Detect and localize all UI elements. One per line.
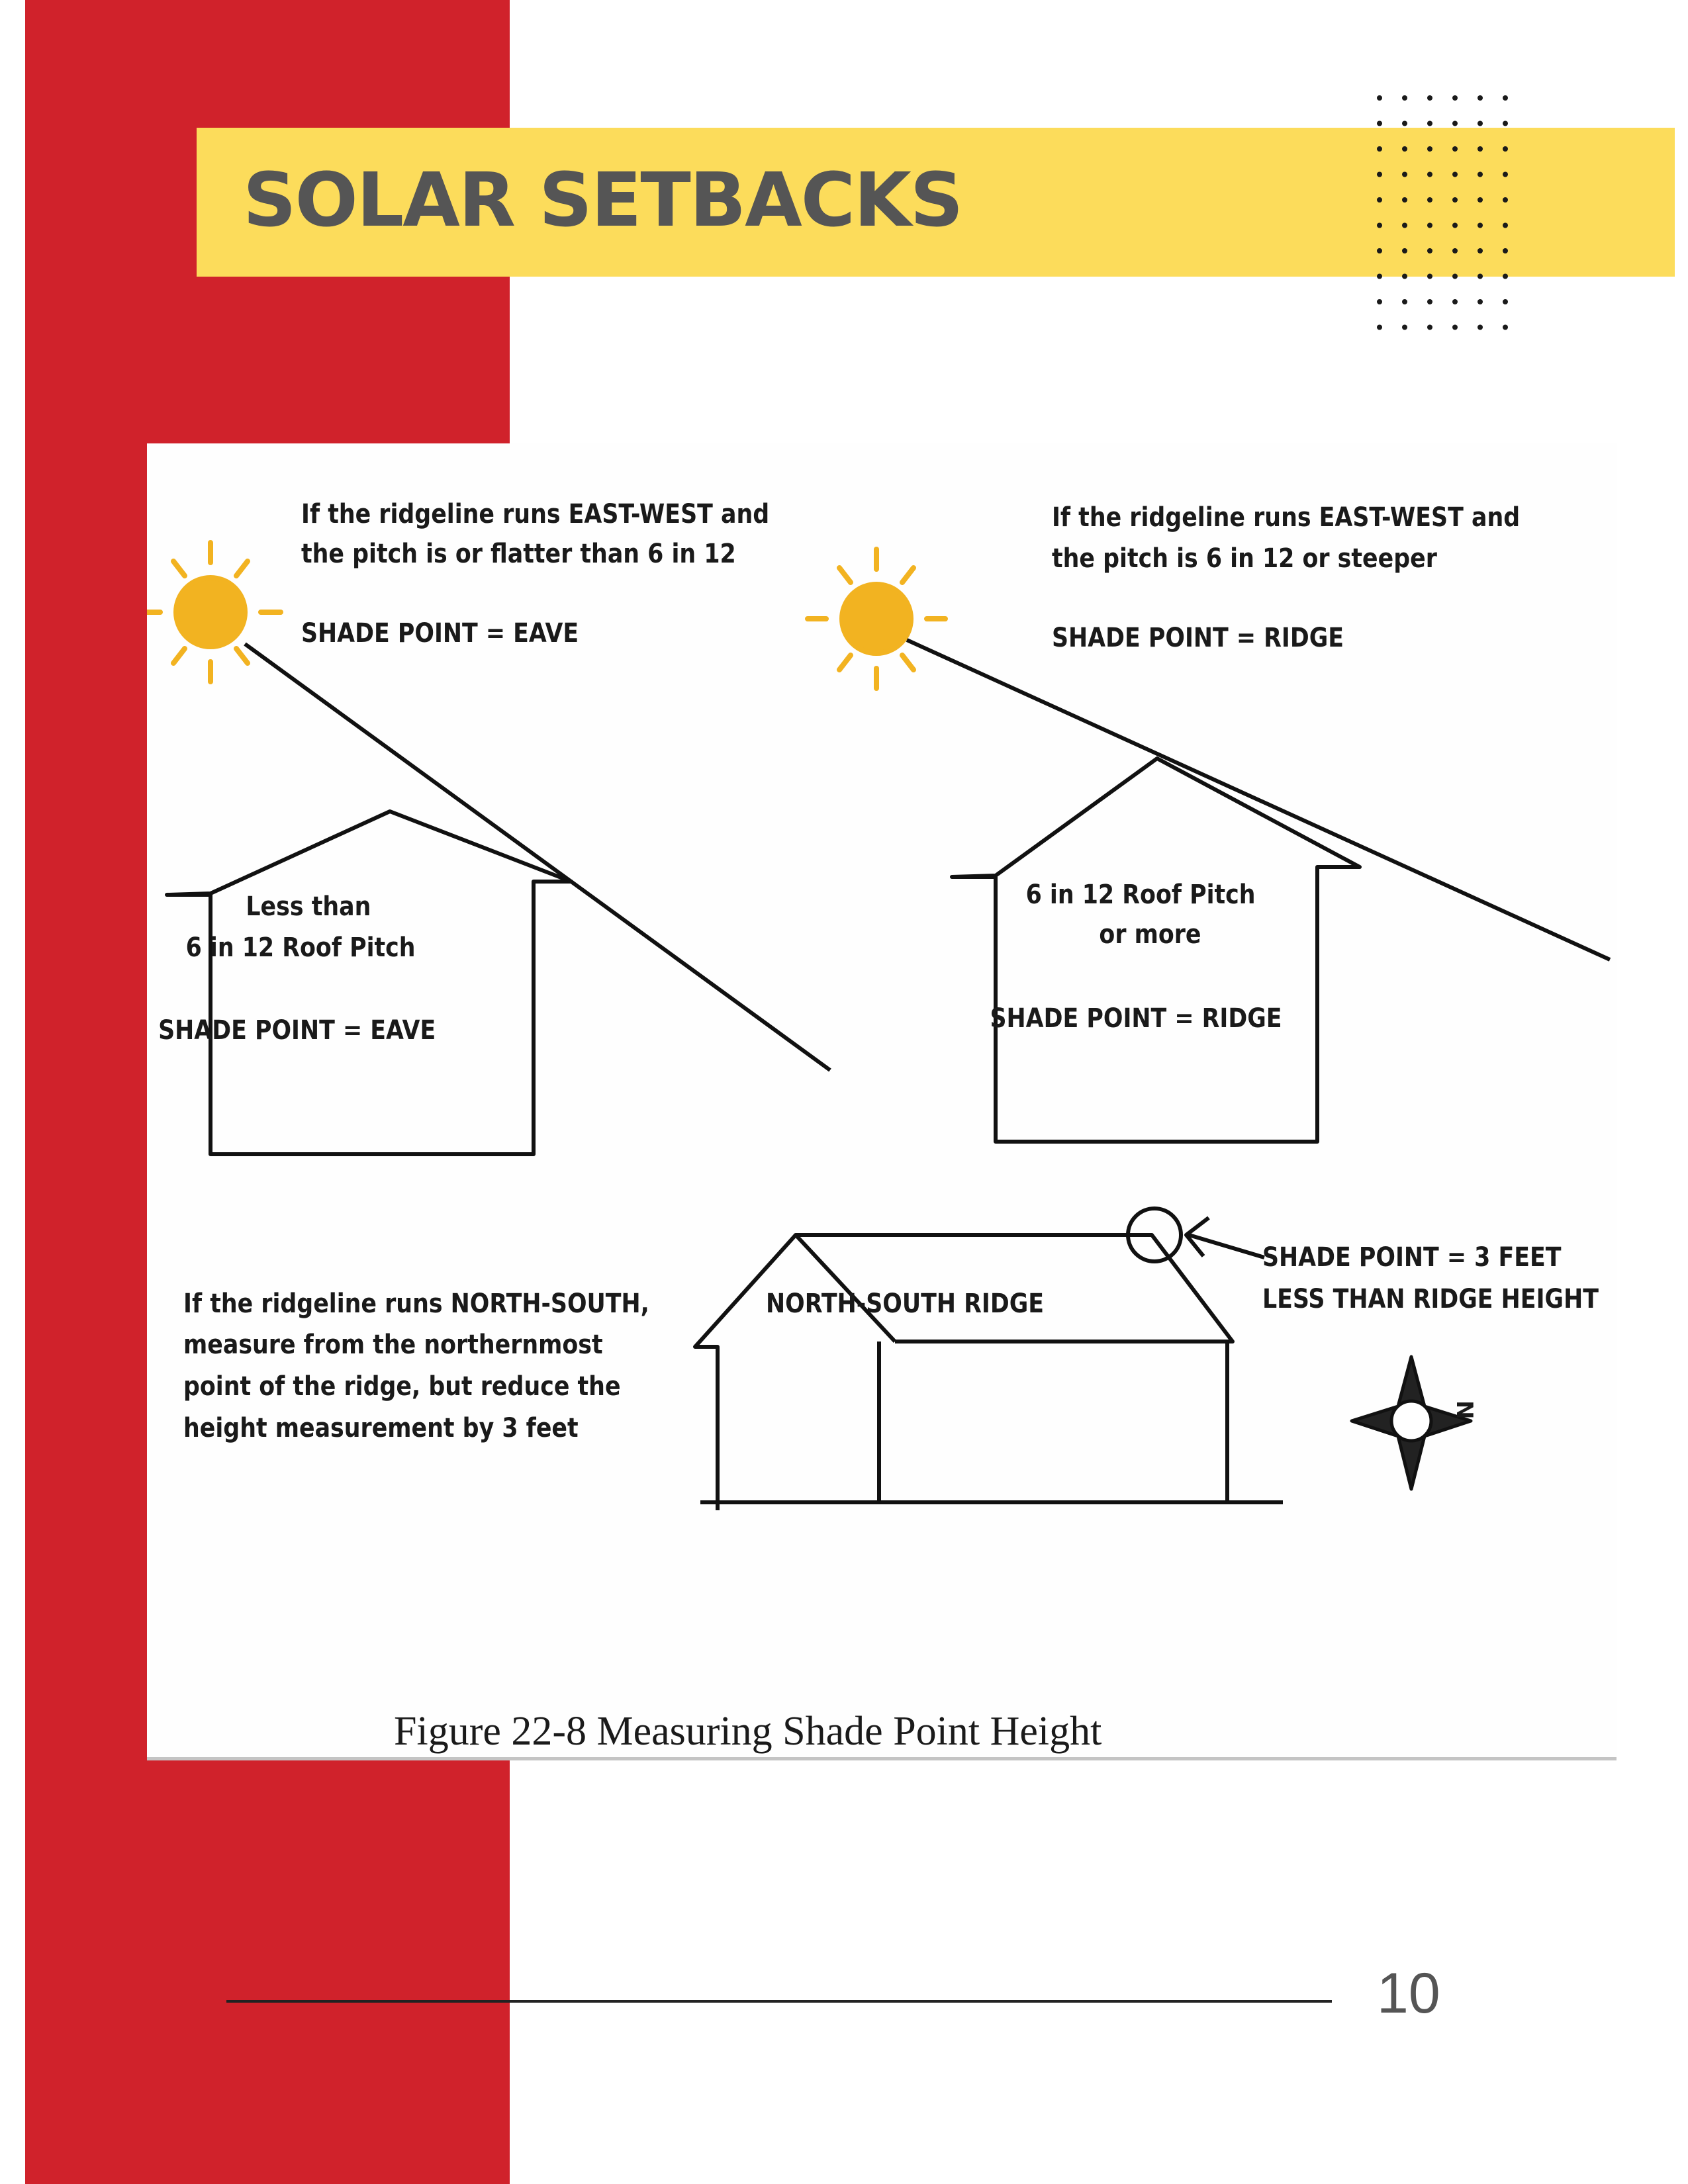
decor-dot xyxy=(1427,172,1432,177)
decor-dot xyxy=(1477,121,1483,126)
decor-dot xyxy=(1452,274,1458,279)
decor-dot xyxy=(1452,95,1458,101)
decor-dot xyxy=(1503,325,1508,330)
compass-icon xyxy=(1352,1357,1471,1489)
decor-dot xyxy=(1452,121,1458,126)
shade-callout-line-2: LESS THAN RIDGE HEIGHT xyxy=(1262,1283,1599,1314)
decor-dot xyxy=(1427,146,1432,152)
decor-dot xyxy=(1503,248,1508,253)
decor-dot xyxy=(1402,325,1407,330)
decor-dot xyxy=(1477,274,1483,279)
house-right-label-2: or more xyxy=(1099,918,1201,950)
decor-dot xyxy=(1427,95,1432,101)
decor-dot xyxy=(1477,146,1483,152)
decor-dot xyxy=(1427,223,1432,228)
decor-dot xyxy=(1503,146,1508,152)
figure-caption: Figure 22-8 Measuring Shade Point Height xyxy=(394,1709,1102,1754)
decor-dot xyxy=(1377,325,1382,330)
page-number: 10 xyxy=(1377,1962,1440,2025)
house-left-outline xyxy=(167,811,571,1154)
ridge-label: NORTH-SOUTH RIDGE xyxy=(766,1287,1045,1319)
decor-dot xyxy=(1402,121,1407,126)
decor-dot xyxy=(1503,274,1508,279)
decor-dot xyxy=(1402,197,1407,203)
decor-dot xyxy=(1452,248,1458,253)
note-ew-steep-line-1: If the ridgeline runs EAST-WEST and xyxy=(1052,501,1521,533)
decor-dot xyxy=(1503,121,1508,126)
decor-dot xyxy=(1452,299,1458,304)
decor-dot xyxy=(1503,95,1508,101)
decor-dot xyxy=(1402,248,1407,253)
decor-dot xyxy=(1402,299,1407,304)
decor-dot xyxy=(1402,274,1407,279)
page-title: SOLAR SETBACKS xyxy=(243,158,962,244)
sun-ray-left xyxy=(245,644,830,1070)
decor-dot xyxy=(1427,299,1432,304)
house-right-label-4: SHADE POINT = RIDGE xyxy=(990,1002,1282,1034)
decor-dot xyxy=(1427,197,1432,203)
decor-dot xyxy=(1477,197,1483,203)
note-ew-flat-line-2: the pitch is or flatter than 6 in 12 xyxy=(301,537,736,569)
decor-dot xyxy=(1402,172,1407,177)
note-ew-steep-line-2: the pitch is 6 in 12 or steeper xyxy=(1052,542,1437,574)
note-ew-steep-line-4: SHADE POINT = RIDGE xyxy=(1052,621,1344,653)
decor-dot xyxy=(1427,274,1432,279)
decor-dot xyxy=(1452,325,1458,330)
decor-dot xyxy=(1377,248,1382,253)
house-left-label-2: 6 in 12 Roof Pitch xyxy=(185,931,416,963)
decor-dot xyxy=(1427,121,1432,126)
decor-dot xyxy=(1452,146,1458,152)
note-ns-line-3: point of the ridge, but reduce the xyxy=(183,1370,621,1402)
decor-dot xyxy=(1503,197,1508,203)
decor-dot xyxy=(1427,248,1432,253)
decor-dot xyxy=(1477,95,1483,101)
decor-dot xyxy=(1503,299,1508,304)
decor-dot xyxy=(1377,223,1382,228)
decor-dot xyxy=(1402,95,1407,101)
decor-dot xyxy=(1427,325,1432,330)
shade-callout-line-1: SHADE POINT = 3 FEET xyxy=(1262,1241,1562,1273)
house-right-label-1: 6 in 12 Roof Pitch xyxy=(1025,878,1256,910)
decor-dot xyxy=(1452,223,1458,228)
house-left-label-1: Less than xyxy=(246,890,371,922)
sun-right-icon xyxy=(808,549,945,688)
decor-dot xyxy=(1477,299,1483,304)
dot-grid-decoration xyxy=(1370,93,1516,344)
note-ew-flat-line-1: If the ridgeline runs EAST-WEST and xyxy=(301,498,770,529)
note-ns-line-1: If the ridgeline runs NORTH-SOUTH, xyxy=(183,1287,649,1319)
shade-point-figure xyxy=(147,443,1617,1760)
decor-dot xyxy=(1377,121,1382,126)
house-left-label-4: SHADE POINT = EAVE xyxy=(158,1014,436,1046)
ns-house-outline xyxy=(695,1235,1233,1510)
decor-dot xyxy=(1377,146,1382,152)
decor-dot xyxy=(1402,223,1407,228)
sun-left-icon xyxy=(147,543,281,682)
decor-dot xyxy=(1377,274,1382,279)
decor-dot xyxy=(1377,197,1382,203)
decor-dot xyxy=(1377,299,1382,304)
decor-dot xyxy=(1377,172,1382,177)
note-ns-line-4: height measurement by 3 feet xyxy=(183,1412,579,1443)
figure-diagram xyxy=(147,443,1617,1757)
footer-rule xyxy=(226,2000,1332,2003)
compass-north-label: N xyxy=(1451,1400,1477,1420)
decor-dot xyxy=(1503,172,1508,177)
note-ew-flat-line-4: SHADE POINT = EAVE xyxy=(301,617,579,649)
decor-dot xyxy=(1477,223,1483,228)
decor-dot xyxy=(1402,146,1407,152)
decor-dot xyxy=(1477,325,1483,330)
sun-ray-right xyxy=(907,640,1610,960)
decor-dot xyxy=(1477,248,1483,253)
decor-dot xyxy=(1503,223,1508,228)
decor-dot xyxy=(1452,172,1458,177)
decor-dot xyxy=(1452,197,1458,203)
note-ns-line-2: measure from the northernmost xyxy=(183,1328,603,1360)
decor-dot xyxy=(1377,95,1382,101)
decor-dot xyxy=(1477,172,1483,177)
